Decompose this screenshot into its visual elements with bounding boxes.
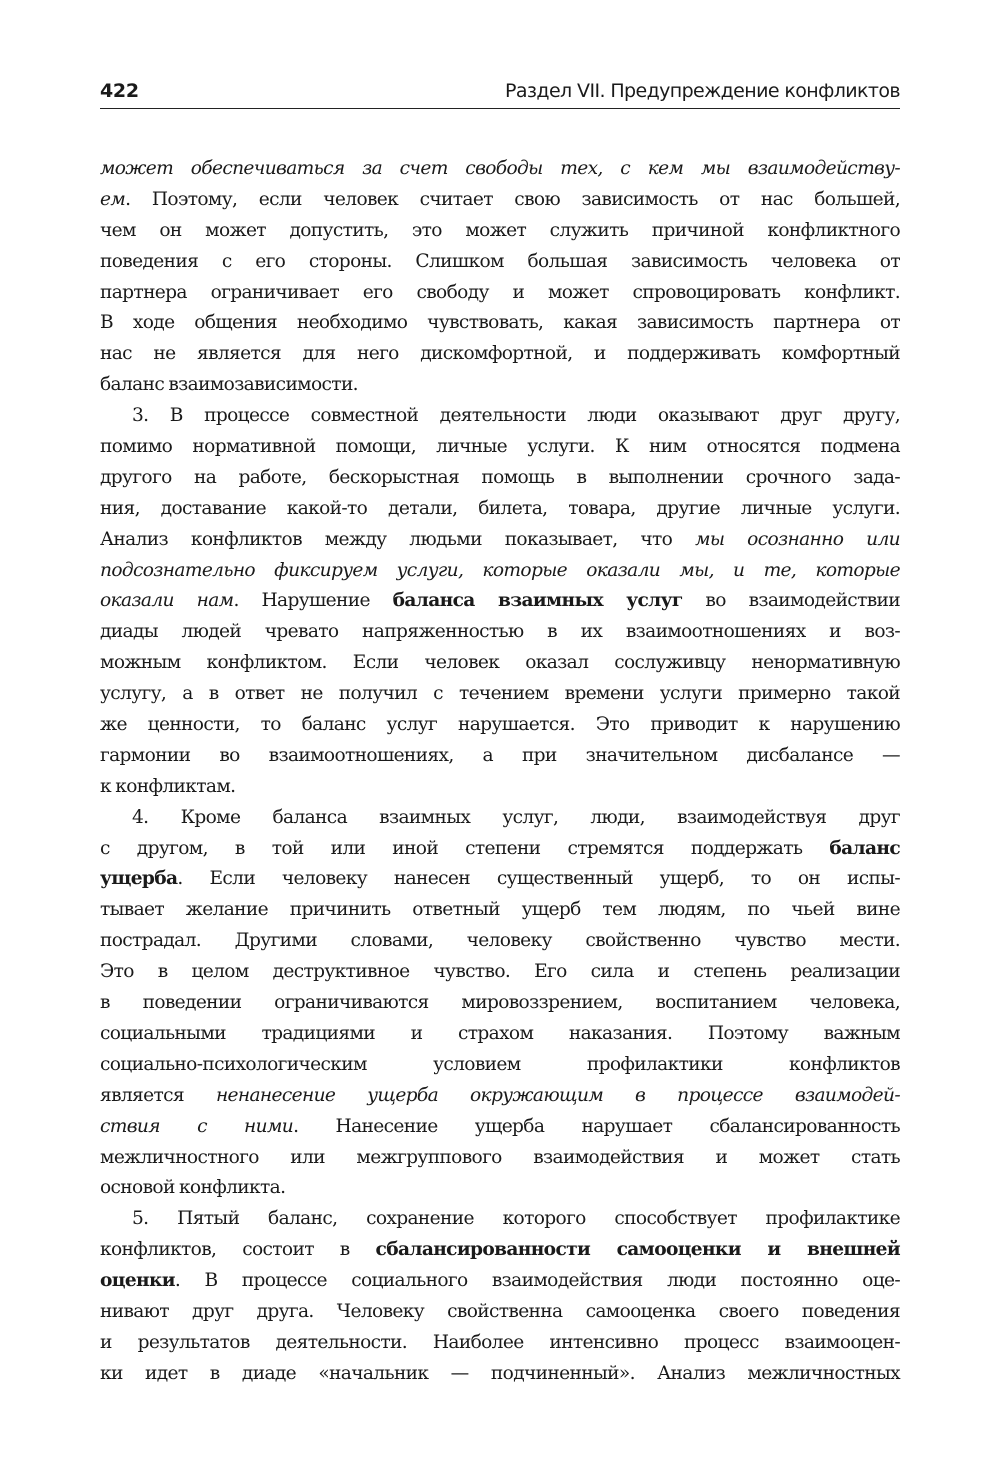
text-line — [100, 864, 900, 895]
italic-text: мы осознанно или — [695, 528, 900, 550]
text-line — [100, 957, 900, 988]
bold-text: баланс — [829, 837, 900, 859]
bold-text: сбалансированности самооценки и внешней — [375, 1239, 900, 1261]
text-line — [100, 339, 900, 370]
text-line — [100, 710, 900, 741]
text-span: диады людей чревато напряженностью в их взаимоотношениях и воз- — [100, 621, 900, 643]
text-span: с другом, в той или иной степени стремятся поддержать — [100, 837, 830, 859]
text-span: к конфликтам. — [100, 775, 236, 797]
text-line — [100, 1050, 900, 1081]
text-span: гармонии во взаимоотношениях, а при значительном дисбалансе — — [100, 744, 900, 766]
text-line — [100, 1081, 900, 1112]
text-line — [100, 926, 900, 957]
text-line — [100, 185, 900, 216]
page-number: 422 — [100, 80, 139, 102]
text-line — [100, 1328, 900, 1359]
text-line — [100, 1143, 900, 1174]
text-span: 4. Кроме баланса взаимных услуг, люди, взаимодействуя друг — [132, 806, 900, 828]
italic-text: подсознательно фиксируем услуги, которые оказали мы, и те, которые — [100, 559, 900, 581]
bold-text: ущерба — [100, 868, 178, 890]
text-line — [100, 556, 900, 587]
text-span: чем он может допустить, это может служить причиной конфликтного — [100, 219, 900, 241]
text-span: . В процессе социального взаимодействия люди постоянно оце- — [174, 1270, 900, 1292]
text-line — [100, 494, 900, 525]
text-span: В ходе общения необходимо чувствовать, какая зависимость партнера от — [100, 312, 900, 334]
text-line — [100, 1204, 900, 1235]
italic-text: ствия с ними — [100, 1115, 294, 1137]
text-span: услугу, а в ответ не получил с течением времени услуги примерно такой — [100, 683, 900, 705]
text-span: во взаимодействии — [682, 590, 901, 612]
text-span: Это в целом деструктивное чувство. Его сила и степень реализации — [100, 961, 900, 983]
text-line — [100, 308, 900, 339]
text-line — [100, 370, 900, 401]
page-header — [100, 76, 900, 109]
text-line — [100, 432, 900, 463]
text-line — [100, 741, 900, 772]
text-span: . Нарушение — [233, 590, 393, 612]
text-line — [100, 1112, 900, 1143]
text-span: социально-психологическим условием профилактики конфликтов — [100, 1053, 900, 1075]
text-line — [100, 278, 900, 309]
text-span: ки идет в диаде «начальник — подчиненный». Анализ межличностных — [100, 1362, 900, 1384]
body-text — [100, 154, 900, 1390]
text-span: конфликтов, состоит в — [100, 1239, 376, 1261]
text-line — [100, 216, 900, 247]
bold-text: баланса взаимных услуг — [392, 590, 683, 612]
section-title: Раздел VII. Предупреждение конфликтов — [505, 80, 900, 102]
text-span: социальными традициями и страхом наказания. Поэтому важным — [100, 1022, 900, 1044]
italic-text: ем — [100, 188, 126, 210]
text-line — [100, 834, 900, 865]
text-line — [100, 1359, 900, 1390]
text-span: помимо нормативной помощи, личные услуги. К ним относятся подмена — [100, 436, 900, 458]
bold-text: оценки — [100, 1270, 175, 1292]
italic-text: ненанесение ущерба окружающим в процессе взаимодей- — [215, 1084, 900, 1106]
text-span: в поведении ограничиваются мировоззрением, воспитанием человека, — [100, 992, 900, 1014]
text-span: другого на работе, бескорыстная помощь в выполнении срочного зада- — [100, 466, 900, 488]
text-line — [100, 1266, 900, 1297]
text-span: 3. В процессе совместной деятельности люди оказывают друг другу, — [132, 405, 900, 427]
text-span: же ценности, то баланс услуг нарушается. Это приводит к нарушению — [100, 714, 900, 736]
text-line — [100, 525, 900, 556]
text-line — [100, 617, 900, 648]
text-span: . Поэтому, если человек считает свою зависимость от нас большей, — [125, 188, 900, 210]
text-span: баланс взаимозависимости. — [100, 374, 358, 396]
text-span: поведения с его стороны. Слишком большая зависимость человека от — [100, 250, 900, 272]
text-line — [100, 648, 900, 679]
text-span: . Если человеку нанесен существенный ущерб, то он испы- — [177, 868, 900, 890]
text-line — [100, 988, 900, 1019]
text-span: является — [100, 1084, 216, 1106]
text-line — [100, 1019, 900, 1050]
text-span: основой конфликта. — [100, 1177, 286, 1199]
text-span: ния, доставание какой-то детали, билета, товара, другие личные услуги. — [100, 497, 900, 519]
text-span: тывает желание причинить ответный ущерб тем людям, по чьей вине — [100, 899, 900, 921]
italic-text: оказали нам — [100, 590, 234, 612]
text-line — [100, 679, 900, 710]
text-span: . Нанесение ущерба нарушает сбалансированность — [293, 1115, 901, 1137]
text-span: можным конфликтом. Если человек оказал сослуживцу ненормативную — [100, 652, 900, 674]
text-span: межличностного или межгруппового взаимодействия и может стать — [100, 1146, 900, 1168]
text-span: пострадал. Другими словами, человеку свойственно чувство мести. — [100, 930, 900, 952]
text-line — [100, 1297, 900, 1328]
text-span: и результатов деятельности. Наиболее интенсивно процесс взаимооцен- — [100, 1331, 900, 1353]
italic-text: может обеспечиваться за счет свободы тех, с кем мы взаимодейству- — [100, 158, 900, 179]
text-line — [100, 895, 900, 926]
text-line — [100, 247, 900, 278]
text-span: 5. Пятый баланс, сохранение которого способствует профилактике — [132, 1208, 900, 1230]
text-line — [100, 1235, 900, 1266]
text-line — [100, 772, 900, 803]
text-span: нивают друг друга. Человеку свойственна самооценка своего поведения — [100, 1300, 900, 1322]
text-line — [100, 401, 900, 432]
text-line — [100, 154, 900, 185]
text-line — [100, 586, 900, 617]
text-span: нас не является для него дискомфортной, и поддерживать комфортный — [100, 343, 900, 365]
text-line — [100, 463, 900, 494]
text-line — [100, 803, 900, 834]
text-line — [100, 1173, 900, 1204]
text-span: Анализ конфликтов между людьми показывает, что — [100, 528, 696, 550]
text-span: партнера ограничивает его свободу и может спровоцировать конфликт. — [100, 281, 900, 303]
